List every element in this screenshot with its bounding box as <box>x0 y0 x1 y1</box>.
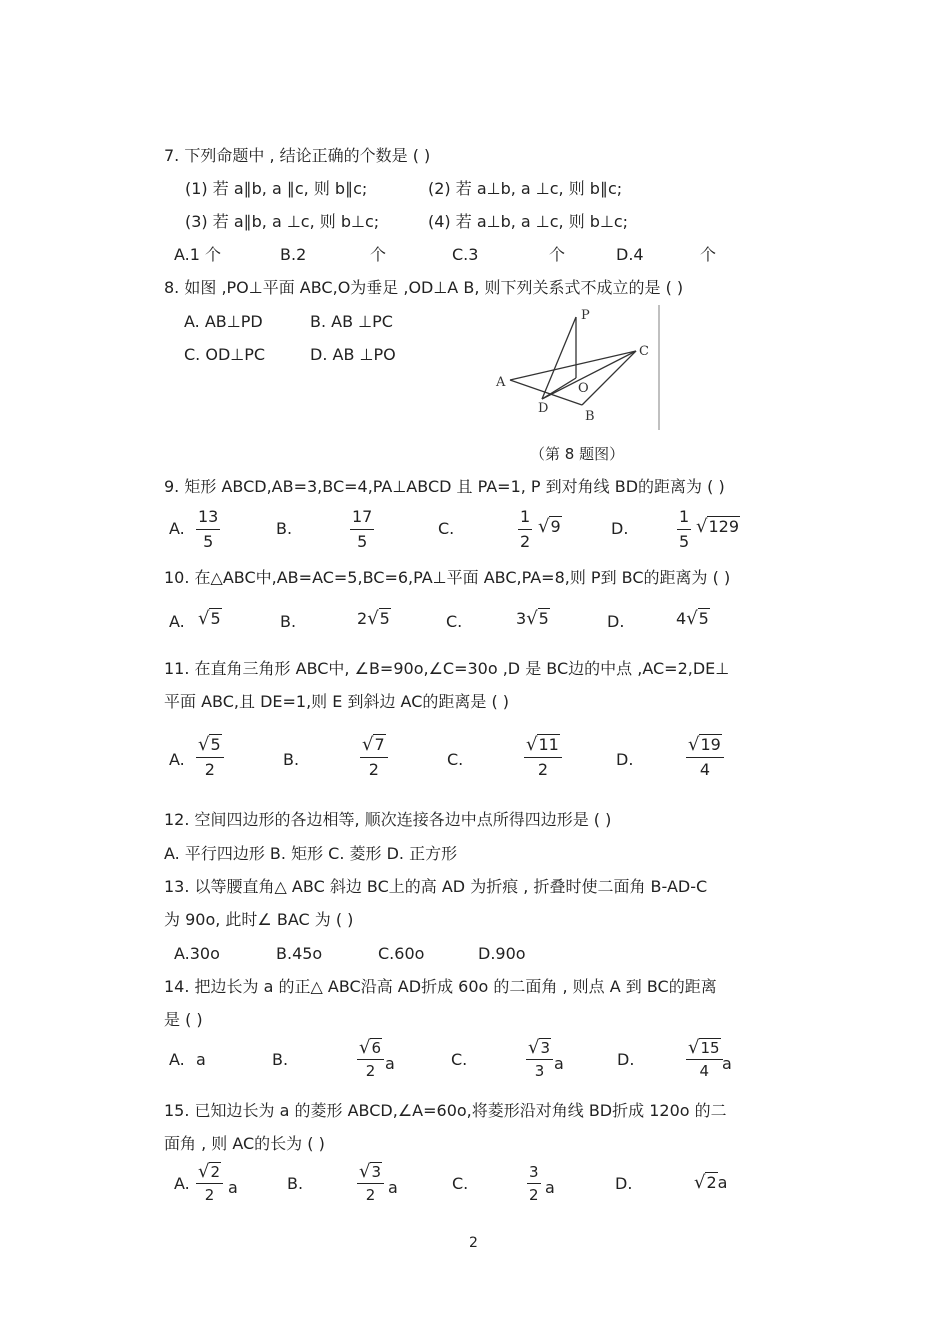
segment-dc <box>542 351 636 399</box>
q14-option-a: a <box>196 1050 206 1069</box>
q9-option-c-fraction: 1 2 <box>520 507 531 551</box>
page-number: 2 <box>469 1235 478 1251</box>
q15-option-d: √2a <box>694 1172 728 1193</box>
q15-option-c-unit: a <box>545 1178 555 1197</box>
q11-label-b: B. <box>283 750 300 769</box>
q11-option-a: √5 2 <box>196 734 224 781</box>
q9-option-d-root: √129 <box>696 516 740 537</box>
point-label-d: D <box>538 401 549 416</box>
q9-option-c-root: √9 <box>538 516 561 537</box>
q7-option-b-unit: 个 <box>370 245 387 264</box>
q7-option-c-unit: 个 <box>549 245 566 264</box>
point-label-o: O <box>578 381 589 396</box>
q10-label-d: D. <box>607 612 625 631</box>
q13-option-b: B.45o <box>276 944 323 963</box>
q11-label-d: D. <box>616 750 634 769</box>
q15-stem-line-2: 面角 , 则 AC的长为 ( ) <box>164 1134 325 1153</box>
q8-option-a: A. AB⊥PD <box>184 312 263 331</box>
q8-stem: 8. 如图 ,PO⊥平面 ABC,O为垂足 ,OD⊥A B, 则下列关系式不成立的是 ( ) <box>164 278 684 297</box>
q9-label-c: C. <box>438 519 455 538</box>
q8-figure <box>490 305 660 430</box>
q13-option-c: C.60o <box>378 944 425 963</box>
q8-figure-caption: （第 8 题图） <box>530 445 625 463</box>
q14-option-d-fraction: √15 4 <box>686 1038 723 1081</box>
segment-do <box>542 378 576 399</box>
q10-option-a: √5 <box>198 608 221 629</box>
q11-stem-line-2: 平面 ABC,且 DE=1,则 E 到斜边 AC的距离是 ( ) <box>164 692 510 711</box>
q14-label-b: B. <box>272 1050 289 1069</box>
q7-option-d-unit: 个 <box>700 245 717 264</box>
q7-statement-4: (4) 若 a⊥b, a ⊥c, 则 b⊥c; <box>428 212 629 231</box>
q9-option-d-fraction: 1 5 <box>679 507 690 551</box>
q10-option-c: 3√5 <box>516 608 549 629</box>
q10-label-b: B. <box>280 612 297 631</box>
q10-label-c: C. <box>446 612 463 631</box>
q8-option-c: C. OD⊥PC <box>184 345 266 364</box>
q13-stem-line-2: 为 90o, 此时∠ BAC 为 ( ) <box>164 910 354 929</box>
segment-pd <box>542 317 576 399</box>
segment-ac <box>510 351 636 380</box>
q15-label-a: A. <box>174 1174 190 1193</box>
q15-stem-line-1: 15. 已知边长为 a 的菱形 ABCD,∠A=60o,将菱形沿对角线 BD折成 120o 的二 <box>164 1101 727 1120</box>
q15-label-d: D. <box>615 1174 633 1193</box>
q14-option-b-fraction: √6 2 <box>357 1038 384 1081</box>
q8-option-d: D. AB ⊥PO <box>310 345 396 364</box>
q15-label-c: C. <box>452 1174 469 1193</box>
q13-option-a: A.30o <box>174 944 220 963</box>
point-label-p: P <box>581 308 590 323</box>
q15-option-c-fraction: 3 2 <box>529 1163 539 1204</box>
q13-option-d: D.90o <box>478 944 526 963</box>
q7-statement-3: (3) 若 a∥b, a ⊥c, 则 b⊥c; <box>185 212 380 231</box>
q15-option-b-fraction: √3 2 <box>357 1162 384 1205</box>
point-label-c: C <box>639 344 649 359</box>
q9-option-b: 17 5 <box>352 507 373 551</box>
q15-option-a-fraction: √2 2 <box>196 1162 223 1205</box>
q14-stem-line-2: 是 ( ) <box>164 1010 203 1029</box>
q12-options: A. 平行四边形 B. 矩形 C. 菱形 D. 正方形 <box>164 844 458 863</box>
q7-statement-2: (2) 若 a⊥b, a ⊥c, 则 b∥c; <box>428 179 623 198</box>
q11-option-d: √19 4 <box>686 734 724 781</box>
q14-stem-line-1: 14. 把边长为 a 的正△ ABC沿高 AD折成 60o 的二面角 , 则点 A 到 BC的距离 <box>164 977 717 996</box>
q13-stem-line-1: 13. 以等腰直角△ ABC 斜边 BC上的高 AD 为折痕 , 折叠时使二面角 B-AD-C <box>164 877 708 896</box>
q9-label-a: A. <box>169 519 185 538</box>
q11-option-c: √11 2 <box>524 734 562 781</box>
q8-option-b: B. AB ⊥PC <box>310 312 393 331</box>
q10-option-b: 2√5 <box>357 608 390 629</box>
q14-label-a: A. <box>169 1050 185 1069</box>
q7-statement-1: (1) 若 a∥b, a ∥c, 则 b∥c; <box>185 179 368 198</box>
q10-label-a: A. <box>169 612 185 631</box>
q7-option-c: C.3 <box>452 245 479 264</box>
q15-label-b: B. <box>287 1174 304 1193</box>
q10-option-d: 4√5 <box>676 608 709 629</box>
q9-option-a: 13 5 <box>198 507 219 551</box>
segment-bc <box>582 351 636 405</box>
q15-option-b-unit: a <box>388 1178 398 1197</box>
q14-label-c: C. <box>451 1050 468 1069</box>
q14-option-c-fraction: √3 3 <box>526 1038 553 1081</box>
q15-option-a-unit: a <box>228 1178 238 1197</box>
q7-option-d: D.4 <box>616 245 644 264</box>
q10-stem: 10. 在△ABC中,AB=AC=5,BC=6,PA⊥平面 ABC,PA=8,则 P到 BC的距离为 ( ) <box>164 568 731 587</box>
q14-option-d-unit: a <box>722 1054 732 1073</box>
q11-stem-line-1: 11. 在直角三角形 ABC中, ∠B=90o,∠C=30o ,D 是 BC边的中点 ,AC=2,DE⊥ <box>164 659 730 678</box>
q9-stem: 9. 矩形 ABCD,AB=3,BC=4,PA⊥ABCD 且 PA=1, P 到对角线 BD的距离为 ( ) <box>164 477 725 496</box>
q14-option-b-unit: a <box>385 1054 395 1073</box>
q12-stem: 12. 空间四边形的各边相等, 顺次连接各边中点所得四边形是 ( ) <box>164 810 612 829</box>
q11-label-c: C. <box>447 750 464 769</box>
q14-option-c-unit: a <box>554 1054 564 1073</box>
point-label-a: A <box>496 375 506 390</box>
q11-label-a: A. <box>169 750 185 769</box>
q14-label-d: D. <box>617 1050 635 1069</box>
q7-option-b: B.2 <box>280 245 307 264</box>
q7-option-a: A.1 个 <box>174 245 222 264</box>
q11-option-b: √7 2 <box>360 734 388 781</box>
q7-stem: 7. 下列命题中 , 结论正确的个数是 ( ) <box>164 146 431 165</box>
q9-label-b: B. <box>276 519 293 538</box>
point-label-b: B <box>585 409 595 424</box>
q9-label-d: D. <box>611 519 629 538</box>
